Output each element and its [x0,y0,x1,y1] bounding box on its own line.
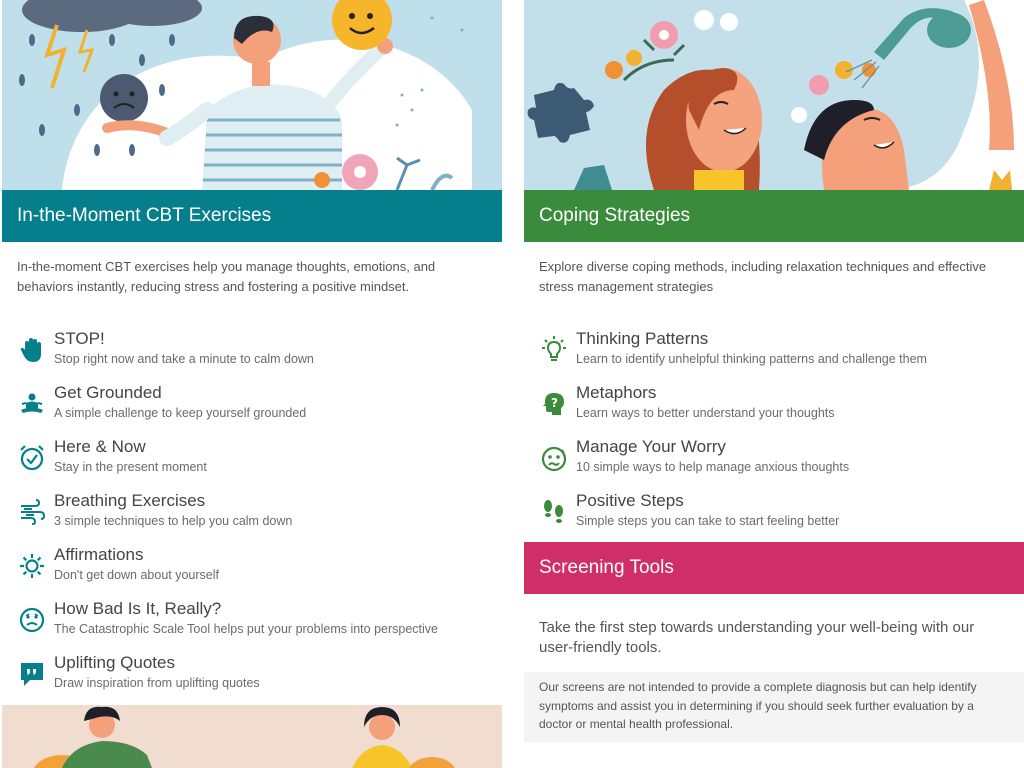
item-subtitle: The Catastrophic Scale Tool helps put your problems into perspective [54,622,439,636]
item-title: Manage Your Worry [576,437,726,456]
item-title: Thinking Patterns [576,329,709,348]
coping-strategies-intro: Explore diverse coping methods, including relaxation techniques and effective stress management strategies [539,259,987,294]
coping-strategies-banner: Coping Strategies [524,190,1024,242]
item-subtitle: 3 simple techniques to help you calm down [54,514,293,528]
next-section-illustration [2,705,502,768]
list-item-how-bad-is-it[interactable] [2,599,502,653]
item-subtitle: Learn ways to better understand your thoughts [576,406,835,420]
cbt-exercises-intro: In-the-moment CBT exercises help you manage thoughts, emotions, and behaviors instantly, reducing stress and fostering a positive mindset. [17,259,436,294]
list-item-here-and-now[interactable] [2,437,502,491]
anxious-face-icon [540,444,568,472]
item-subtitle: 10 simple ways to help manage anxious thoughts [576,460,850,474]
item-subtitle: Stop right now and take a minute to calm down [54,352,314,366]
list-item-metaphors[interactable] [524,383,1024,437]
item-title: Uplifting Quotes [54,653,175,672]
quote-icon [18,660,46,688]
meditation-icon [18,390,46,418]
item-title: Affirmations [54,545,144,564]
list-item-breathing-exercises[interactable] [2,491,502,545]
item-subtitle: Stay in the present moment [54,460,207,474]
worried-face-icon [18,606,46,634]
list-item-positive-steps[interactable] [524,491,1024,545]
item-title: STOP! [54,329,105,348]
item-title: Metaphors [576,383,657,402]
list-item-thinking-patterns[interactable] [524,329,1024,383]
cbt-hero-illustration [2,0,502,190]
item-title: Breathing Exercises [54,491,206,510]
lightbulb-icon [540,336,568,364]
screening-disclaimer: Our screens are not intended to provide a complete diagnosis but can help identify symptoms and assist you in determining if you should seek further evaluation by a doctor or mental health professional. [524,672,1024,742]
screening-tools-banner: Screening Tools [524,542,1024,594]
sun-icon [18,552,46,580]
cbt-exercises-column [2,0,502,768]
item-subtitle: Draw inspiration from uplifting quotes [54,676,260,690]
svg-text:?: ? [551,396,558,410]
item-subtitle: Simple steps you can take to start feeling better [576,514,840,528]
list-item-manage-your-worry[interactable] [524,437,1024,491]
screening-tools-intro: Take the first step towards understanding your well-being with our user-friendly tools. [539,619,975,656]
footsteps-icon [540,498,568,526]
item-title: How Bad Is It, Really? [54,599,222,618]
item-title: Get Grounded [54,383,162,402]
item-subtitle: Learn to identify unhelpful thinking patterns and challenge them [576,352,927,366]
list-item-get-grounded[interactable] [2,383,502,437]
item-title: Here & Now [54,437,146,456]
coping-strategies-column [524,0,1024,768]
item-subtitle: Don't get down about yourself [54,568,219,582]
hand-stop-icon [18,336,46,364]
item-subtitle: A simple challenge to keep yourself grounded [54,406,307,420]
list-item-stop[interactable] [2,329,502,383]
alarm-clock-icon [18,444,46,472]
wind-icon [18,498,46,526]
coping-hero-illustration [524,0,1024,190]
list-item-affirmations[interactable] [2,545,502,599]
head-question-icon [540,390,568,418]
list-item-uplifting-quotes[interactable] [2,653,502,707]
item-title: Positive Steps [576,491,684,510]
cbt-exercises-banner: In-the-Moment CBT Exercises [2,190,502,242]
